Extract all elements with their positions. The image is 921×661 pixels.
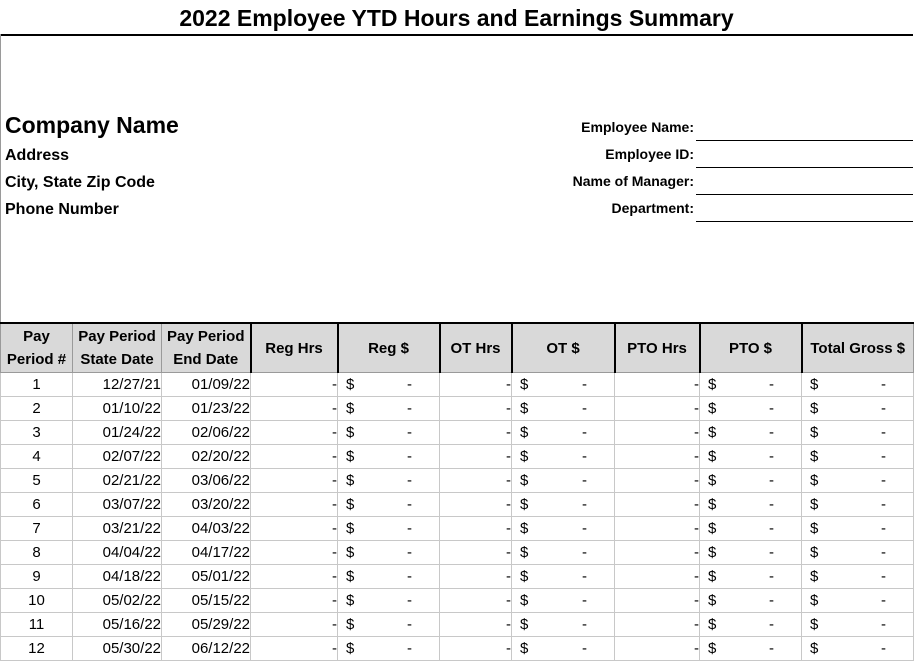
cell-total-gross[interactable] bbox=[802, 589, 914, 613]
col-header-ot-hrs[interactable]: OT Hrs bbox=[440, 323, 512, 373]
cell-total-gross[interactable] bbox=[802, 421, 914, 445]
cell-pay-period-num[interactable]: 10 bbox=[1, 589, 73, 613]
currency-symbol: $ bbox=[708, 592, 717, 609]
cell-total-gross-amount: - bbox=[881, 640, 886, 657]
table-header-row bbox=[1, 323, 914, 373]
cell-total-gross-amount: - bbox=[881, 424, 886, 441]
currency-symbol: $ bbox=[520, 448, 529, 465]
cell-pto-dollars[interactable] bbox=[700, 445, 802, 469]
cell-start-date[interactable]: 12/27/21 bbox=[73, 373, 162, 397]
cell-pto-dollars[interactable] bbox=[700, 469, 802, 493]
cell-end-date[interactable]: 03/06/22 bbox=[162, 469, 251, 493]
cell-reg-dollars[interactable] bbox=[338, 469, 440, 493]
employee-id-row bbox=[460, 141, 915, 168]
cell-start-date[interactable]: 03/21/22 bbox=[73, 517, 162, 541]
cell-end-date[interactable]: 05/01/22 bbox=[162, 565, 251, 589]
col-header-start-date-line1: Pay Period bbox=[78, 328, 156, 345]
cell-ot-dollars[interactable] bbox=[512, 613, 615, 637]
company-block bbox=[5, 108, 179, 223]
currency-symbol: $ bbox=[346, 424, 355, 441]
currency-symbol: $ bbox=[346, 496, 355, 513]
cell-ot-dollars[interactable] bbox=[512, 397, 615, 421]
cell-total-gross-amount: - bbox=[881, 592, 886, 609]
cell-ot-dollars[interactable] bbox=[512, 637, 615, 661]
cell-reg-hrs[interactable]: - bbox=[251, 517, 338, 541]
cell-reg-hrs[interactable]: - bbox=[251, 445, 338, 469]
cell-ot-dollars-amount: - bbox=[582, 616, 587, 633]
company-phone[interactable]: Phone Number bbox=[5, 201, 119, 218]
cell-reg-hrs[interactable]: - bbox=[251, 373, 338, 397]
table-row[interactable] bbox=[1, 493, 914, 517]
cell-reg-dollars-amount: - bbox=[407, 424, 412, 441]
company-address[interactable]: Address bbox=[5, 147, 70, 164]
currency-symbol: $ bbox=[346, 640, 355, 657]
cell-pto-dollars-amount: - bbox=[769, 496, 774, 513]
cell-end-date[interactable]: 02/06/22 bbox=[162, 421, 251, 445]
cell-reg-hrs[interactable]: - bbox=[251, 421, 338, 445]
currency-symbol: $ bbox=[810, 592, 819, 609]
cell-reg-dollars[interactable] bbox=[338, 541, 440, 565]
currency-symbol: $ bbox=[520, 616, 529, 633]
cell-pto-dollars[interactable] bbox=[700, 373, 802, 397]
cell-pto-dollars[interactable] bbox=[700, 565, 802, 589]
cell-pay-period-num[interactable]: 12 bbox=[1, 637, 73, 661]
cell-reg-dollars[interactable] bbox=[338, 565, 440, 589]
col-header-reg-dollars[interactable]: Reg $ bbox=[338, 323, 440, 373]
employee-info-block bbox=[460, 114, 915, 222]
currency-symbol: $ bbox=[810, 520, 819, 537]
cell-pay-period-num[interactable]: 11 bbox=[1, 613, 73, 637]
cell-ot-hrs[interactable]: - bbox=[440, 373, 512, 397]
cell-reg-hrs[interactable]: - bbox=[251, 613, 338, 637]
cell-reg-dollars[interactable] bbox=[338, 493, 440, 517]
col-header-pay-period-num[interactable] bbox=[1, 323, 73, 373]
table-body bbox=[1, 373, 914, 661]
cell-reg-dollars-amount: - bbox=[407, 520, 412, 537]
col-header-reg-hrs[interactable]: Reg Hrs bbox=[251, 323, 338, 373]
cell-start-date[interactable]: 05/16/22 bbox=[73, 613, 162, 637]
cell-reg-hrs[interactable]: - bbox=[251, 565, 338, 589]
currency-symbol: $ bbox=[708, 448, 717, 465]
cell-pay-period-num[interactable]: 4 bbox=[1, 445, 73, 469]
cell-ot-hrs[interactable]: - bbox=[440, 589, 512, 613]
cell-reg-hrs[interactable]: - bbox=[251, 637, 338, 661]
table-row[interactable] bbox=[1, 637, 914, 661]
cell-ot-dollars[interactable] bbox=[512, 589, 615, 613]
currency-symbol: $ bbox=[810, 496, 819, 513]
currency-symbol: $ bbox=[708, 640, 717, 657]
cell-ot-hrs[interactable]: - bbox=[440, 613, 512, 637]
currency-symbol: $ bbox=[708, 376, 717, 393]
cell-pto-hrs[interactable]: - bbox=[615, 469, 700, 493]
cell-pto-dollars[interactable] bbox=[700, 421, 802, 445]
currency-symbol: $ bbox=[810, 400, 819, 417]
cell-reg-dollars[interactable] bbox=[338, 637, 440, 661]
cell-ot-dollars-amount: - bbox=[582, 448, 587, 465]
col-header-start-date[interactable] bbox=[73, 323, 162, 373]
cell-pto-dollars-amount: - bbox=[769, 400, 774, 417]
cell-reg-dollars-amount: - bbox=[407, 544, 412, 561]
currency-symbol: $ bbox=[810, 640, 819, 657]
cell-total-gross[interactable] bbox=[802, 469, 914, 493]
cell-pto-dollars-amount: - bbox=[769, 520, 774, 537]
cell-ot-dollars-amount: - bbox=[582, 400, 587, 417]
cell-total-gross-amount: - bbox=[881, 376, 886, 393]
table-row[interactable] bbox=[1, 541, 914, 565]
currency-symbol: $ bbox=[520, 496, 529, 513]
cell-pto-hrs[interactable]: - bbox=[615, 373, 700, 397]
currency-symbol: $ bbox=[346, 592, 355, 609]
cell-pto-hrs[interactable]: - bbox=[615, 493, 700, 517]
cell-pay-period-num[interactable]: 3 bbox=[1, 421, 73, 445]
currency-symbol: $ bbox=[346, 400, 355, 417]
cell-total-gross-amount: - bbox=[881, 496, 886, 513]
currency-symbol: $ bbox=[708, 616, 717, 633]
cell-total-gross-amount: - bbox=[881, 544, 886, 561]
col-header-start-date-line2: State Date bbox=[80, 351, 154, 368]
cell-ot-dollars[interactable] bbox=[512, 469, 615, 493]
cell-ot-hrs[interactable]: - bbox=[440, 493, 512, 517]
cell-pto-dollars-amount: - bbox=[769, 640, 774, 657]
cell-pto-hrs[interactable]: - bbox=[615, 445, 700, 469]
col-header-end-date-line1: Pay Period bbox=[166, 328, 245, 345]
currency-symbol: $ bbox=[346, 616, 355, 633]
employee-name-row bbox=[460, 114, 915, 141]
cell-ot-dollars[interactable] bbox=[512, 373, 615, 397]
cell-pto-dollars-amount: - bbox=[769, 592, 774, 609]
table-row[interactable] bbox=[1, 517, 914, 541]
manager-name-label: Name of Manager: bbox=[572, 173, 694, 189]
cell-total-gross[interactable] bbox=[802, 493, 914, 517]
manager-name-row bbox=[460, 168, 915, 195]
sheet-left-border bbox=[0, 34, 1, 322]
cell-ot-hrs[interactable]: - bbox=[440, 637, 512, 661]
employee-name-label: Employee Name: bbox=[581, 119, 694, 135]
department-label: Department: bbox=[611, 200, 694, 216]
cell-pto-hrs[interactable]: - bbox=[615, 541, 700, 565]
cell-ot-hrs[interactable]: - bbox=[440, 517, 512, 541]
cell-pto-dollars-amount: - bbox=[769, 568, 774, 585]
cell-ot-dollars-amount: - bbox=[582, 640, 587, 657]
cell-reg-dollars-amount: - bbox=[407, 376, 412, 393]
cell-total-gross[interactable] bbox=[802, 373, 914, 397]
hours-earnings-table bbox=[0, 322, 914, 661]
company-city-state-zip[interactable]: City, State Zip Code bbox=[5, 174, 155, 191]
cell-total-gross[interactable] bbox=[802, 613, 914, 637]
cell-pay-period-num[interactable]: 1 bbox=[1, 373, 73, 397]
cell-pto-dollars-amount: - bbox=[769, 616, 774, 633]
table-row[interactable] bbox=[1, 445, 914, 469]
cell-end-date[interactable]: 05/29/22 bbox=[162, 613, 251, 637]
currency-symbol: $ bbox=[708, 544, 717, 561]
cell-ot-dollars-amount: - bbox=[582, 592, 587, 609]
cell-ot-dollars[interactable] bbox=[512, 421, 615, 445]
cell-pto-dollars[interactable] bbox=[700, 493, 802, 517]
cell-end-date[interactable]: 05/15/22 bbox=[162, 589, 251, 613]
col-header-pto-dollars[interactable]: PTO $ bbox=[700, 323, 802, 373]
col-header-pay-period-num-line2: Period # bbox=[6, 351, 67, 368]
cell-start-date[interactable]: 01/10/22 bbox=[73, 397, 162, 421]
cell-total-gross[interactable] bbox=[802, 541, 914, 565]
cell-pto-dollars[interactable] bbox=[700, 613, 802, 637]
currency-symbol: $ bbox=[520, 472, 529, 489]
cell-pto-dollars[interactable] bbox=[700, 397, 802, 421]
cell-pto-dollars-amount: - bbox=[769, 376, 774, 393]
cell-total-gross-amount: - bbox=[881, 616, 886, 633]
table-row[interactable] bbox=[1, 613, 914, 637]
col-header-end-date-line2: End Date bbox=[173, 351, 239, 368]
cell-ot-hrs[interactable]: - bbox=[440, 421, 512, 445]
cell-start-date[interactable]: 01/24/22 bbox=[73, 421, 162, 445]
cell-pto-hrs[interactable]: - bbox=[615, 421, 700, 445]
currency-symbol: $ bbox=[810, 544, 819, 561]
currency-symbol: $ bbox=[708, 400, 717, 417]
cell-ot-hrs[interactable]: - bbox=[440, 541, 512, 565]
cell-reg-dollars[interactable] bbox=[338, 373, 440, 397]
cell-reg-dollars[interactable] bbox=[338, 517, 440, 541]
currency-symbol: $ bbox=[520, 376, 529, 393]
cell-reg-hrs[interactable]: - bbox=[251, 493, 338, 517]
currency-symbol: $ bbox=[810, 568, 819, 585]
cell-end-date[interactable]: 03/20/22 bbox=[162, 493, 251, 517]
cell-pto-hrs[interactable]: - bbox=[615, 613, 700, 637]
currency-symbol: $ bbox=[520, 400, 529, 417]
cell-reg-hrs[interactable]: - bbox=[251, 541, 338, 565]
cell-start-date[interactable]: 03/07/22 bbox=[73, 493, 162, 517]
cell-ot-hrs[interactable]: - bbox=[440, 397, 512, 421]
currency-symbol: $ bbox=[346, 520, 355, 537]
cell-ot-hrs[interactable]: - bbox=[440, 445, 512, 469]
cell-reg-dollars-amount: - bbox=[407, 640, 412, 657]
cell-ot-dollars[interactable] bbox=[512, 493, 615, 517]
cell-reg-dollars[interactable] bbox=[338, 589, 440, 613]
cell-reg-dollars-amount: - bbox=[407, 568, 412, 585]
table-row[interactable] bbox=[1, 565, 914, 589]
cell-total-gross-amount: - bbox=[881, 472, 886, 489]
cell-pto-hrs[interactable]: - bbox=[615, 589, 700, 613]
cell-reg-dollars-amount: - bbox=[407, 616, 412, 633]
cell-pay-period-num[interactable]: 8 bbox=[1, 541, 73, 565]
currency-symbol: $ bbox=[346, 544, 355, 561]
cell-ot-hrs[interactable]: - bbox=[440, 565, 512, 589]
cell-end-date[interactable]: 01/09/22 bbox=[162, 373, 251, 397]
cell-end-date[interactable]: 04/03/22 bbox=[162, 517, 251, 541]
cell-total-gross-amount: - bbox=[881, 520, 886, 537]
cell-pto-hrs[interactable]: - bbox=[615, 565, 700, 589]
cell-start-date[interactable]: 05/02/22 bbox=[73, 589, 162, 613]
cell-start-date[interactable]: 02/21/22 bbox=[73, 469, 162, 493]
cell-start-date[interactable]: 04/04/22 bbox=[73, 541, 162, 565]
currency-symbol: $ bbox=[346, 376, 355, 393]
cell-total-gross[interactable] bbox=[802, 637, 914, 661]
cell-pay-period-num[interactable]: 9 bbox=[1, 565, 73, 589]
currency-symbol: $ bbox=[346, 568, 355, 585]
cell-ot-dollars-amount: - bbox=[582, 496, 587, 513]
cell-reg-dollars[interactable] bbox=[338, 421, 440, 445]
cell-pto-hrs[interactable]: - bbox=[615, 517, 700, 541]
currency-symbol: $ bbox=[346, 472, 355, 489]
cell-reg-dollars[interactable] bbox=[338, 613, 440, 637]
cell-ot-dollars-amount: - bbox=[582, 424, 587, 441]
cell-end-date[interactable]: 02/20/22 bbox=[162, 445, 251, 469]
employee-id-label: Employee ID: bbox=[605, 146, 694, 162]
cell-reg-dollars-amount: - bbox=[407, 496, 412, 513]
currency-symbol: $ bbox=[810, 424, 819, 441]
cell-start-date[interactable]: 05/30/22 bbox=[73, 637, 162, 661]
cell-ot-dollars[interactable] bbox=[512, 541, 615, 565]
currency-symbol: $ bbox=[708, 472, 717, 489]
cell-reg-dollars-amount: - bbox=[407, 592, 412, 609]
cell-total-gross[interactable] bbox=[802, 445, 914, 469]
cell-reg-dollars[interactable] bbox=[338, 397, 440, 421]
cell-pto-dollars[interactable] bbox=[700, 637, 802, 661]
cell-pto-hrs[interactable]: - bbox=[615, 637, 700, 661]
table-row[interactable] bbox=[1, 421, 914, 445]
cell-reg-dollars-amount: - bbox=[407, 400, 412, 417]
cell-ot-dollars-amount: - bbox=[582, 376, 587, 393]
currency-symbol: $ bbox=[520, 424, 529, 441]
cell-ot-dollars-amount: - bbox=[582, 568, 587, 585]
cell-end-date[interactable]: 06/12/22 bbox=[162, 637, 251, 661]
cell-total-gross[interactable] bbox=[802, 517, 914, 541]
cell-pto-dollars-amount: - bbox=[769, 424, 774, 441]
currency-symbol: $ bbox=[810, 472, 819, 489]
currency-symbol: $ bbox=[520, 544, 529, 561]
cell-ot-hrs[interactable]: - bbox=[440, 469, 512, 493]
currency-symbol: $ bbox=[346, 448, 355, 465]
cell-reg-dollars-amount: - bbox=[407, 448, 412, 465]
cell-ot-dollars[interactable] bbox=[512, 445, 615, 469]
cell-pto-dollars-amount: - bbox=[769, 472, 774, 489]
cell-total-gross[interactable] bbox=[802, 565, 914, 589]
cell-ot-dollars[interactable] bbox=[512, 517, 615, 541]
company-name[interactable]: Company Name bbox=[5, 112, 179, 138]
department-row bbox=[460, 195, 915, 222]
currency-symbol: $ bbox=[810, 376, 819, 393]
cell-start-date[interactable]: 04/18/22 bbox=[73, 565, 162, 589]
cell-total-gross[interactable] bbox=[802, 397, 914, 421]
currency-symbol: $ bbox=[520, 640, 529, 657]
cell-ot-dollars-amount: - bbox=[582, 544, 587, 561]
col-header-pto-hrs[interactable]: PTO Hrs bbox=[615, 323, 700, 373]
currency-symbol: $ bbox=[810, 448, 819, 465]
cell-pto-dollars[interactable] bbox=[700, 517, 802, 541]
table-row[interactable] bbox=[1, 469, 914, 493]
cell-pay-period-num[interactable]: 5 bbox=[1, 469, 73, 493]
currency-symbol: $ bbox=[520, 592, 529, 609]
page-title: 2022 Employee YTD Hours and Earnings Summary bbox=[0, 0, 913, 36]
cell-reg-dollars[interactable] bbox=[338, 445, 440, 469]
col-header-end-date[interactable] bbox=[162, 323, 251, 373]
table-row[interactable] bbox=[1, 373, 914, 397]
cell-total-gross-amount: - bbox=[881, 448, 886, 465]
cell-pto-dollars[interactable] bbox=[700, 589, 802, 613]
currency-symbol: $ bbox=[708, 568, 717, 585]
cell-ot-dollars-amount: - bbox=[582, 520, 587, 537]
cell-end-date[interactable]: 04/17/22 bbox=[162, 541, 251, 565]
cell-reg-hrs[interactable]: - bbox=[251, 397, 338, 421]
cell-total-gross-amount: - bbox=[881, 568, 886, 585]
cell-pto-hrs[interactable]: - bbox=[615, 397, 700, 421]
col-header-ot-dollars[interactable]: OT $ bbox=[512, 323, 615, 373]
currency-symbol: $ bbox=[708, 520, 717, 537]
col-header-total-gross[interactable]: Total Gross $ bbox=[802, 323, 914, 373]
cell-reg-hrs[interactable]: - bbox=[251, 589, 338, 613]
table-row[interactable] bbox=[1, 589, 914, 613]
currency-symbol: $ bbox=[708, 496, 717, 513]
cell-ot-dollars-amount: - bbox=[582, 472, 587, 489]
cell-pay-period-num[interactable]: 6 bbox=[1, 493, 73, 517]
cell-total-gross-amount: - bbox=[881, 400, 886, 417]
department-field[interactable] bbox=[696, 221, 913, 222]
cell-pto-dollars-amount: - bbox=[769, 544, 774, 561]
cell-reg-hrs[interactable]: - bbox=[251, 469, 338, 493]
currency-symbol: $ bbox=[520, 520, 529, 537]
cell-start-date[interactable]: 02/07/22 bbox=[73, 445, 162, 469]
cell-pay-period-num[interactable]: 7 bbox=[1, 517, 73, 541]
cell-ot-dollars[interactable] bbox=[512, 565, 615, 589]
col-header-pay-period-num-line1: Pay bbox=[23, 328, 50, 345]
cell-pto-dollars[interactable] bbox=[700, 541, 802, 565]
cell-reg-dollars-amount: - bbox=[407, 472, 412, 489]
currency-symbol: $ bbox=[708, 424, 717, 441]
cell-pto-dollars-amount: - bbox=[769, 448, 774, 465]
cell-end-date[interactable]: 01/23/22 bbox=[162, 397, 251, 421]
currency-symbol: $ bbox=[520, 568, 529, 585]
cell-pay-period-num[interactable]: 2 bbox=[1, 397, 73, 421]
table-row[interactable] bbox=[1, 397, 914, 421]
currency-symbol: $ bbox=[810, 616, 819, 633]
